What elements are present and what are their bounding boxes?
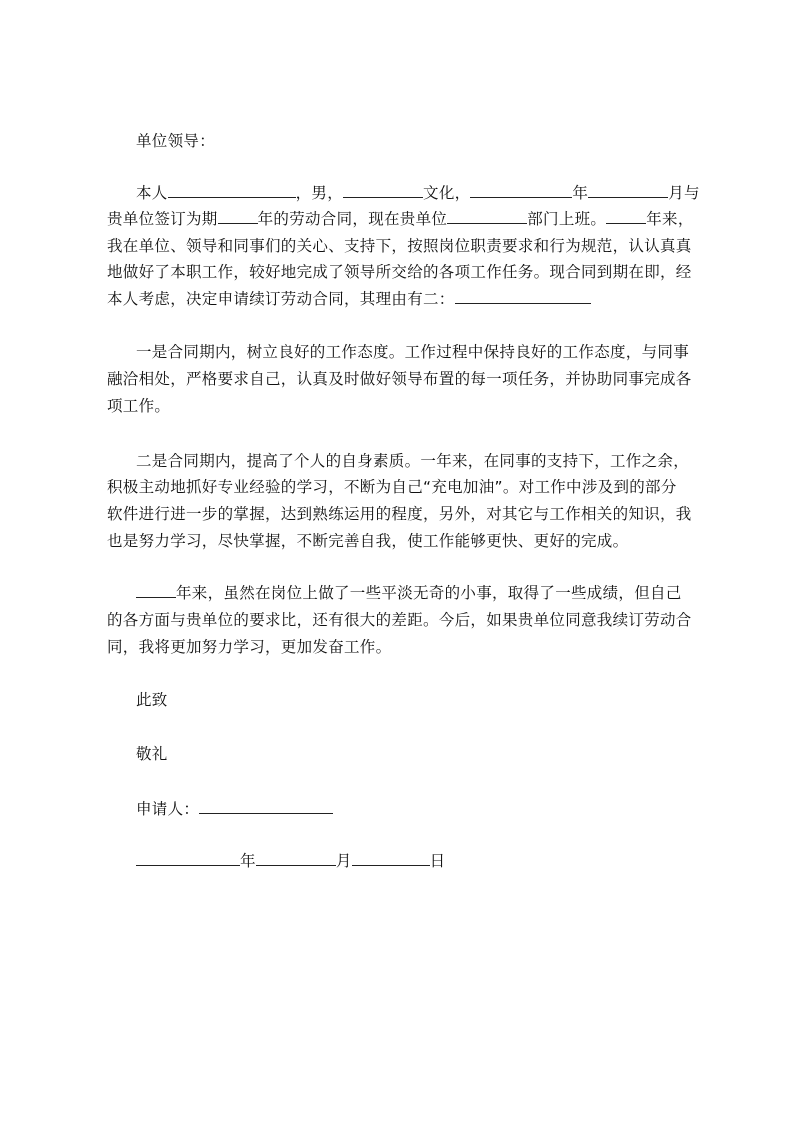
p1-line-5: [107, 289, 591, 309]
blank-years-since[interactable]: [606, 222, 646, 224]
p1-text-signed: 贵单位签订为期: [107, 210, 218, 228]
date-line: [136, 851, 445, 871]
blank-applicant[interactable]: [199, 812, 333, 814]
p4-line-2: 的各方面与贵单位的要求比，还有很大的差距。今后，如果贵单位同意我续订劳动合: [107, 611, 692, 629]
p1-line-1: [136, 183, 700, 203]
p1-text-reasons: 本人考虑，决定申请续订劳动合同，其理由有二：: [107, 290, 455, 308]
blank-date-month[interactable]: [256, 864, 336, 866]
p1-text-year: 年: [572, 184, 589, 202]
p4-text-1: 年来，虽然在岗位上做了一些平淡无奇的小事，取得了一些成绩，但自己: [176, 584, 682, 602]
blank-department[interactable]: [447, 222, 527, 224]
date-year-label: 年: [240, 852, 256, 870]
p1-text-dept: 部门上班。: [527, 210, 607, 228]
blank-date-day[interactable]: [352, 864, 430, 866]
p1-text-benren: 本人: [136, 184, 168, 202]
p4-line-1: [136, 583, 682, 603]
p1-line-2: [107, 209, 694, 229]
p4-line-3: 同，我将更加努力学习，更加发奋工作。: [107, 638, 392, 656]
applicant-label: 申请人：: [136, 800, 200, 818]
p1-line-4: 地做好了本职工作，较好地完成了领导所交给的各项工作任务。现合同到期在即，经: [107, 263, 692, 281]
p2-line-3: 项工作。: [107, 397, 171, 415]
closing-jingli: 敬礼: [136, 745, 168, 763]
date-day-label: 日: [429, 852, 446, 870]
p3-line-3: 软件进行进一步的掌握，达到熟练运用的程度，另外，对其它与工作相关的知识，我: [107, 505, 692, 523]
blank-date-year[interactable]: [136, 864, 240, 866]
closing-cizhi: 此致: [136, 691, 168, 709]
p3-line-4: 也是努力学习，尽快掌握，不断完善自我，使工作能够更快、更好的完成。: [107, 532, 629, 550]
applicant-line: [136, 799, 333, 819]
p1-text-month: 月与: [668, 184, 700, 202]
p1-text-male: ，男，: [295, 184, 344, 202]
blank-name[interactable]: [168, 196, 296, 198]
blank-year[interactable]: [470, 196, 572, 198]
p1-line-3: 我在单位、领导和同事们的关心、支持下，按照岗位职责要求和行为规范，认认真真: [107, 237, 692, 255]
p2-line-1: 一是合同期内，树立良好的工作态度。工作过程中保持良好的工作态度，与同事: [136, 343, 690, 361]
p3-line-2: 积极主动地抓好专业经验的学习，不断为自己“充电加油”。对工作中涉及到的部分: [107, 478, 677, 496]
blank-contract-years[interactable]: [218, 222, 258, 224]
date-month-label: 月: [335, 852, 352, 870]
blank-month[interactable]: [588, 196, 668, 198]
blank-years-p4[interactable]: [136, 596, 176, 598]
p3-line-1: 二是合同期内，提高了个人的自身素质。一年来，在同事的支持下，工作之余，: [136, 452, 690, 470]
blank-reasons[interactable]: [455, 302, 591, 304]
p1-text-contract: 年的劳动合同，现在贵单位: [257, 210, 448, 228]
salutation: 单位领导：: [136, 132, 216, 150]
p1-text-culture: 文化，: [423, 184, 471, 202]
p1-text-years: 年来，: [646, 210, 694, 228]
p2-line-2: 融洽相处，严格要求自己，认真及时做好领导布置的每一项任务，并协助同事完成各: [107, 370, 692, 388]
blank-education[interactable]: [343, 196, 423, 198]
